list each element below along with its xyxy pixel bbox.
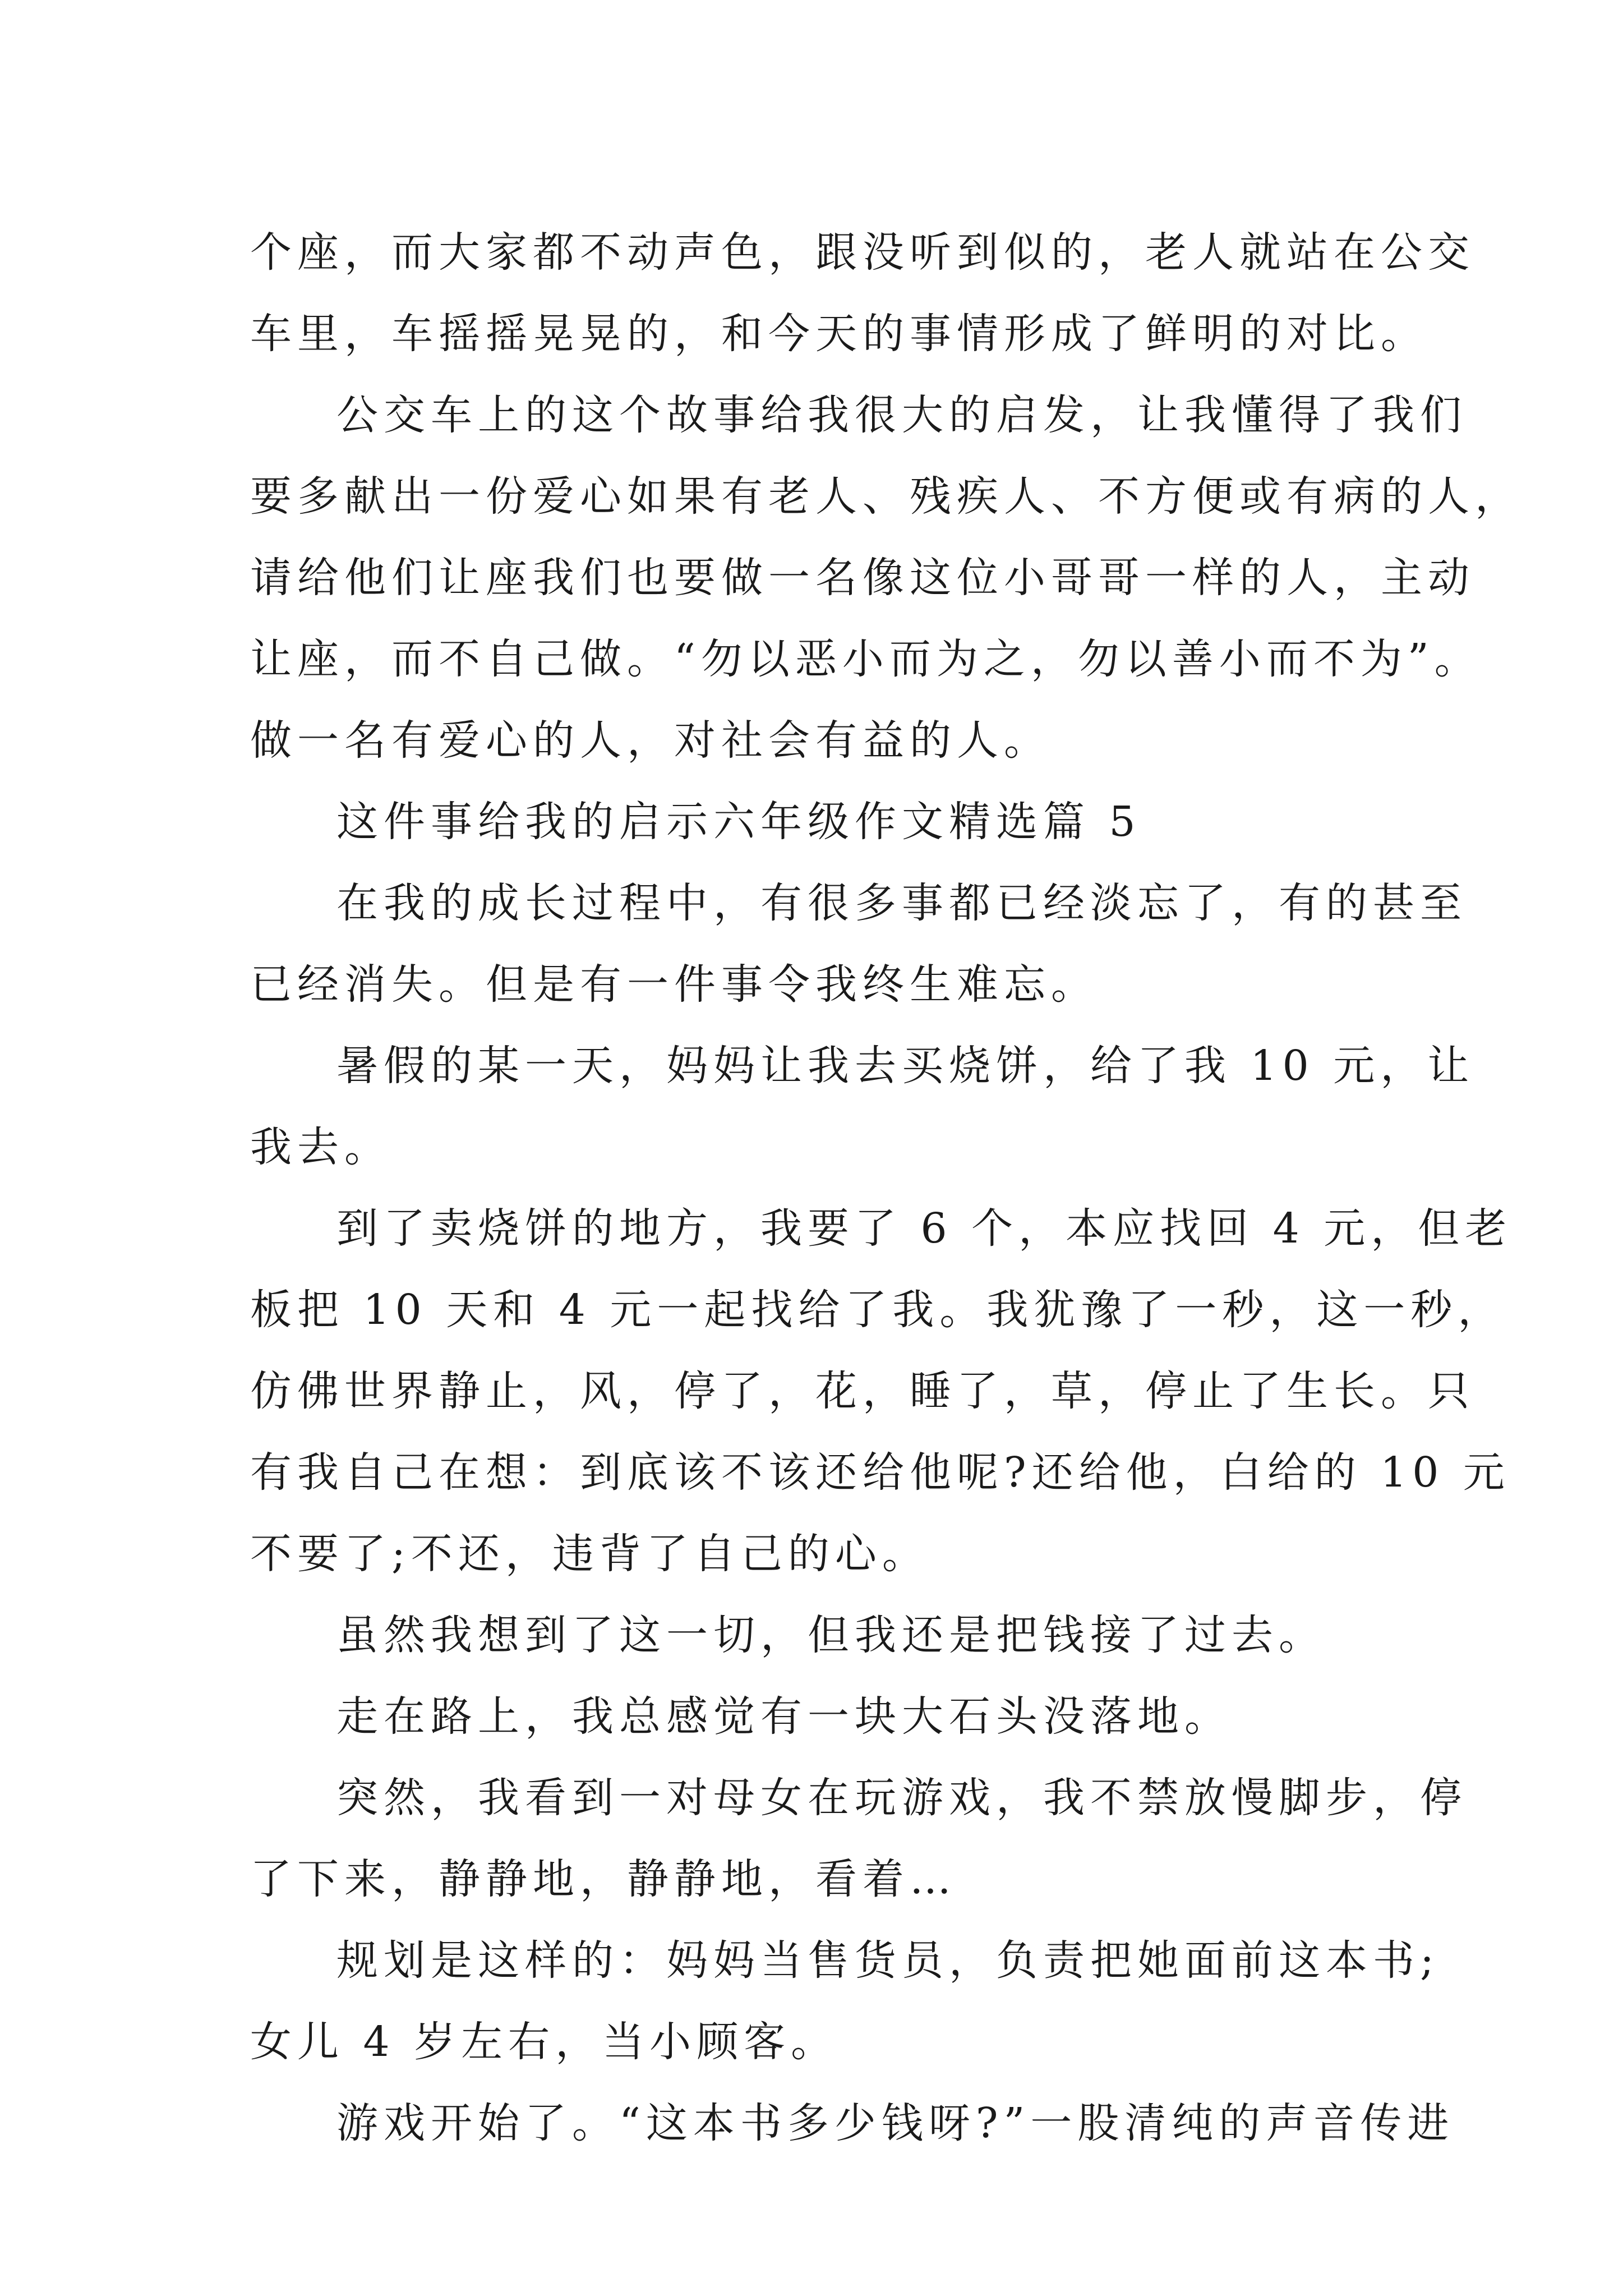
text-line: 暑假的某一天，妈妈让我去买烧饼，给了我 10 元，让	[336, 1042, 1475, 1090]
text-line: 公交车上的这个故事给我很大的启发，让我懂得了我们	[336, 391, 1467, 439]
text-line: 女儿 4 岁左右，当小顾客。	[250, 2018, 838, 2066]
section-heading: 这件事给我的启示六年级作文精选篇 5	[336, 798, 1141, 846]
text-line: 了下来，静静地，静静地，看着…	[250, 1855, 957, 1903]
text-line: 虽然我想到了这一切，但我还是把钱接了过去。	[336, 1611, 1326, 1659]
text-line: 规划是这样的：妈妈当售货员，负责把她面前这本书;	[336, 1936, 1440, 1985]
text-line: 请给他们让座我们也要做一名像这位小哥哥一样的人，主动	[250, 554, 1475, 602]
text-line: 做一名有爱心的人，对社会有益的人。	[250, 716, 1051, 765]
text-line: 板把 10 天和 4 元一起找给了我。我犹豫了一秒，这一秒，	[250, 1286, 1505, 1334]
text-line: 在我的成长过程中，有很多事都已经淡忘了，有的甚至	[336, 879, 1467, 927]
text-line: 车里，车摇摇晃晃的，和今天的事情形成了鲜明的对比。	[250, 310, 1428, 358]
text-line: 游戏开始了。“这本书多少钱呀?”一股清纯的声音传进	[336, 2099, 1455, 2147]
text-line: 仿佛世界静止，风，停了，花，睡了，草，停止了生长。只	[250, 1367, 1475, 1415]
text-line: 走在路上，我总感觉有一块大石头没落地。	[336, 1692, 1232, 1741]
text-line: 突然，我看到一对母女在玩游戏，我不禁放慢脚步，停	[336, 1774, 1467, 1822]
text-line: 要多献出一份爱心如果有老人、残疾人、不方便或有病的人，	[250, 472, 1522, 521]
text-line: 我去。	[250, 1123, 391, 1171]
document-body	[250, 212, 1522, 2164]
text-line: 不要了;不还，违背了自己的心。	[250, 1530, 929, 1578]
text-line: 有我自己在想：到底该不该还给他呢?还给他，白给的 10 元	[250, 1448, 1510, 1497]
text-line: 已经消失。但是有一件事令我终生难忘。	[250, 960, 1098, 1009]
text-line: 个座，而大家都不动声色，跟没听到似的，老人就站在公交	[250, 228, 1475, 277]
text-line: 到了卖烧饼的地方，我要了 6 个，本应找回 4 元，但老	[336, 1204, 1513, 1253]
text-line: 让座，而不自己做。“勿以恶小而为之，勿以善小而不为”。	[250, 635, 1482, 683]
